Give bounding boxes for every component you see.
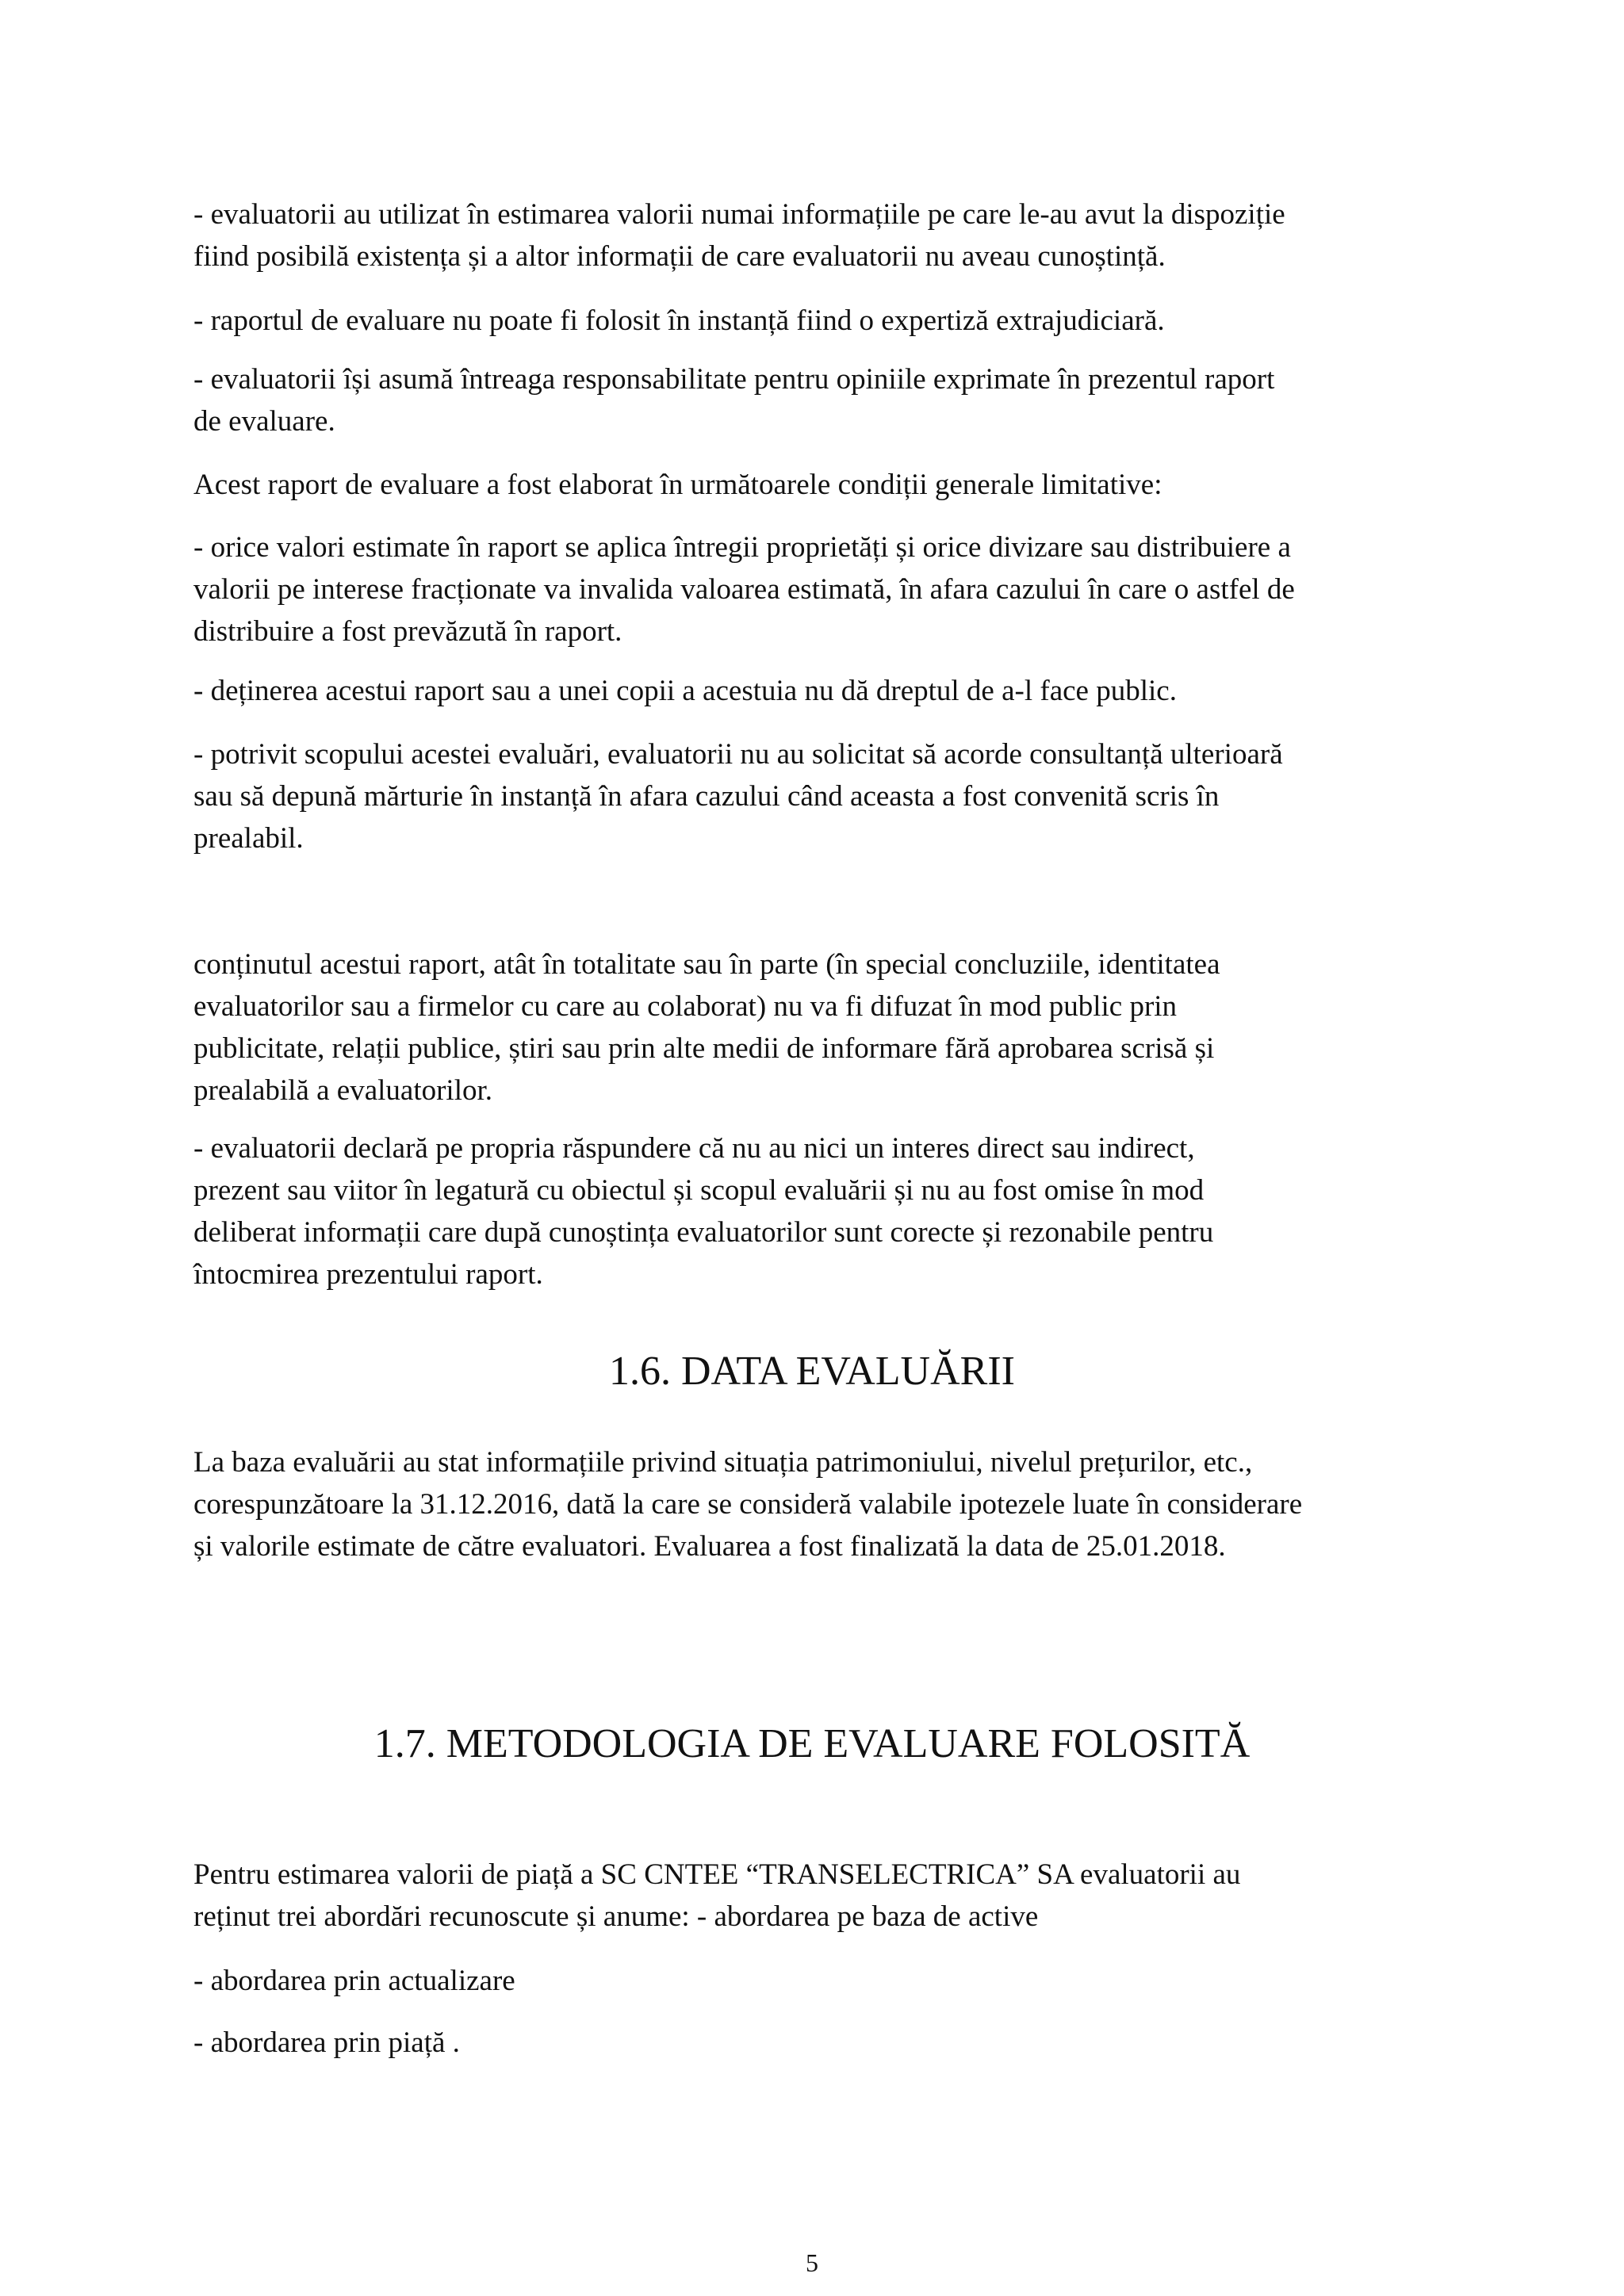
paragraph-report-ownership [193, 670, 1446, 712]
text-line: publicitate, relații publice, știri sau prin alte medii de informare fără aprobarea scrisă și [193, 1032, 1215, 1065]
text-line: întocmirea prezentului raport. [193, 1258, 543, 1291]
text-line: - orice valori estimate în raport se aplica întregii proprietăți și orice divizare sau distribuiere a [193, 531, 1291, 564]
text-line: fiind posibilă existența și a altor informații de care evaluatorii nu aveau cunoștință. [193, 240, 1166, 273]
page-number: 5 [806, 2248, 818, 2277]
text-line: de evaluare. [193, 405, 335, 438]
text-line: prealabil. [193, 822, 304, 855]
text-line: deliberat informații care după cunoștința evaluatorilor sunt corecte și rezonabile pentru [193, 1216, 1214, 1249]
text-line: - deținerea acestui raport sau a unei copii a acestuia nu dă dreptul de a-l face public. [193, 675, 1177, 707]
text-line: reținut trei abordări recunoscute și anume: - abordarea pe baza de active [193, 1900, 1039, 1933]
text-line: valorii pe interese fracționate va invalida valoarea estimată, în afara cazului în care o astfel de [193, 573, 1295, 606]
paragraph-content-disclosure [193, 943, 1446, 1112]
text-line: prezent sau viitor în legatură cu obiectul și scopul evaluării și nu au fost omise în mod [193, 1174, 1205, 1207]
text-line: La baza evaluării au stat informațiile privind situația patrimoniului, nivelul prețurilor, etc., [193, 1446, 1253, 1479]
section-heading-methodology: 1.7. METODOLOGIA DE EVALUARE FOLOSITĂ [373, 1721, 1251, 1766]
text-line: prealabilă a evaluatorilor. [193, 1074, 493, 1107]
paragraph-consultancy [193, 733, 1446, 859]
section-heading-evaluation-date: 1.6. DATA EVALUĂRII [609, 1349, 1015, 1394]
text-line: - raportul de evaluare nu poate fi folosit în instanță fiind o expertiză extrajudiciară. [193, 304, 1165, 337]
paragraph-methodology-intro [193, 1854, 1446, 1938]
text-line: corespunzătoare la 31.12.2016, dată la care se consideră valabile ipotezele luate în considerare [193, 1488, 1303, 1521]
text-line: distribuire a fost prevăzută în raport. [193, 615, 622, 648]
text-line: evaluatorilor sau a firmelor cu care au colaborat) nu va fi difuzat în mod public prin [193, 990, 1178, 1023]
paragraph-value-division [193, 526, 1446, 652]
text-line: Pentru estimarea valorii de piață a SC CNTEE “TRANSELECTRICA” SA evaluatorii au [193, 1858, 1241, 1891]
text-line: - abordarea prin piață . [193, 2026, 460, 2059]
text-line: - evaluatorii declară pe propria răspundere că nu au nici un interes direct sau indirect, [193, 1132, 1195, 1165]
text-line: și valorile estimate de către evaluatori. Evaluarea a fost finalizată la data de 25.01.2018. [193, 1530, 1226, 1563]
paragraph-approach-market [193, 2022, 1446, 2064]
paragraph-report-usage [193, 300, 1446, 342]
paragraph-approach-update [193, 1960, 1446, 2002]
text-line: - potrivit scopului acestei evaluări, evaluatorii nu au solicitat să acorde consultanță ulterioară [193, 738, 1283, 771]
text-line: sau să depună mărturie în instanță în afara cazului când aceasta a fost convenită scris în [193, 780, 1220, 813]
text-line: Acest raport de evaluare a fost elaborat în următoarele condiții generale limitative: [193, 469, 1162, 501]
paragraph-responsibility [193, 358, 1446, 442]
paragraph-evaluation-date [193, 1441, 1446, 1567]
text-line: conținutul acestui raport, atât în totalitate sau în parte (în special concluziile, identitatea [193, 948, 1220, 981]
text-line: - abordarea prin actualizare [193, 1965, 515, 1997]
text-line: - evaluatorii au utilizat în estimarea valorii numai informațiile pe care le-au avut la dispoziție [193, 198, 1285, 231]
paragraph-evaluators-declaration [193, 1127, 1446, 1295]
paragraph-limiting-conditions-intro [193, 464, 1446, 506]
text-line: - evaluatorii își asumă întreaga responsabilitate pentru opiniile exprimate în prezentul raport [193, 363, 1275, 396]
paragraph-evaluators-information [193, 193, 1446, 277]
